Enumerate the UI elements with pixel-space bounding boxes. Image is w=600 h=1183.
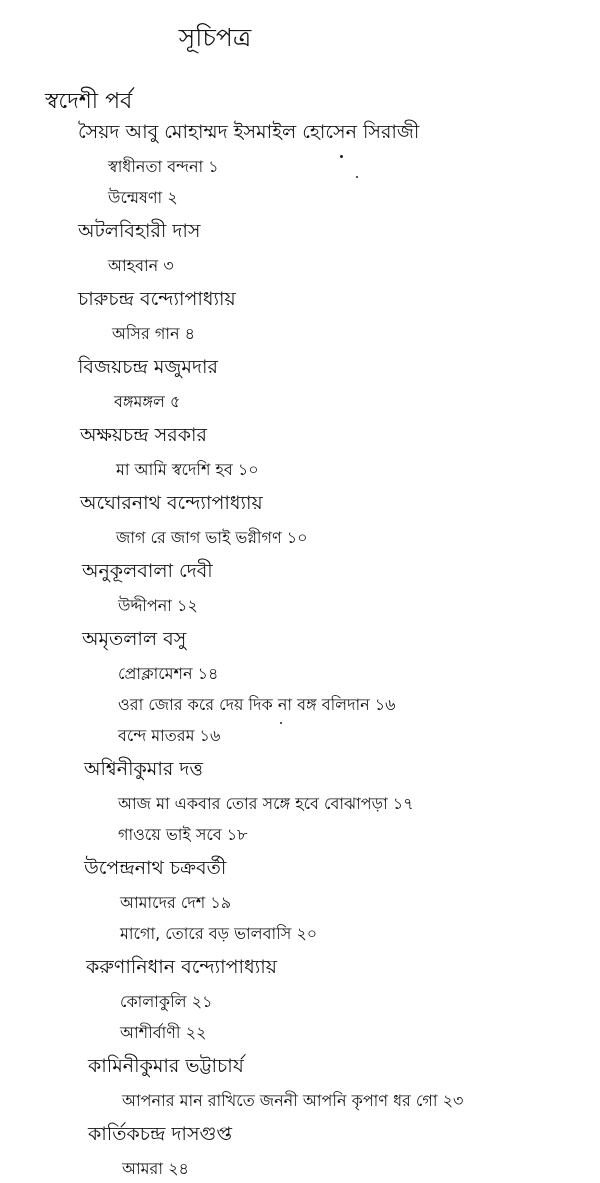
toc-poem: আমাদের দেশ ১৯ [120, 893, 232, 912]
toc-author: অমৃতলাল বসু [82, 628, 187, 650]
toc-poem: মা আমি স্বদেশি হব ১০ [116, 460, 259, 479]
print-speck [340, 155, 343, 158]
toc-author: অক্ষয়চন্দ্র সরকার [80, 424, 207, 446]
toc-poem: স্বাধীনতা বন্দনা ১ [108, 157, 219, 176]
page-title: সূচিপত্র [178, 23, 252, 52]
toc-author: অঘোরনাথ বন্দ্যোপাধ্যায় [80, 492, 263, 514]
toc-poem: আমরা ২৪ [122, 1159, 189, 1178]
toc-poem: উদ্দীপনা ১২ [118, 596, 198, 615]
section-heading: স্বদেশী পর্ব [45, 89, 133, 114]
toc-poem: আশীর্বাণী ২২ [120, 1023, 207, 1042]
toc-poem: কোলাকুলি ২১ [120, 992, 213, 1011]
toc-author: কার্তিকচন্দ্র দাসগুপ্ত [88, 1123, 232, 1145]
print-speck [280, 722, 282, 724]
toc-poem: জাগ রে জাগ ভাই ভগ্নীগণ ১০ [116, 528, 308, 547]
toc-author: অশ্বিনীকুমার দত্ত [84, 758, 203, 780]
toc-poem: গাওয়ে ভাই সবে ১৮ [118, 825, 248, 844]
toc-author: চারুচন্দ্র বন্দ্যোপাধ্যায় [78, 288, 236, 310]
toc-poem: উন্মেষণা ২ [108, 188, 178, 207]
toc-poem: প্রোক্লামেশন ১৪ [118, 664, 219, 683]
toc-author: সৈয়দ আবু মোহাম্মদ ইসমাইল হোসেন সিরাজী [78, 121, 420, 143]
toc-poem: বন্দে মাতরম ১৬ [118, 726, 221, 745]
print-speck [356, 176, 358, 178]
toc-poem: ওরা জোর করে দেয় দিক না বঙ্গ বলিদান ১৬ [118, 695, 396, 714]
toc-author: কামিনীকুমার ভট্টাচার্য [88, 1055, 244, 1077]
toc-poem: আহবান ৩ [108, 256, 174, 275]
toc-author: বিজয়চন্দ্র মজুমদার [78, 356, 218, 378]
toc-poem: মাগো, তোরে বড় ভালবাসি ২০ [120, 924, 318, 943]
toc-author: অটলবিহারী দাস [78, 220, 201, 242]
toc-author: অনুকূলবালা দেবী [82, 560, 213, 582]
toc-author: করুণানিধান বন্দ্যোপাধ্যায় [86, 956, 277, 978]
toc-poem: আপনার মান রাখিতে জননী আপনি কৃপাণ ধর গো ২৩ [122, 1091, 464, 1110]
toc-poem: অসির গান ৪ [112, 324, 196, 343]
toc-poem: আজ মা একবার তোর সঙ্গে হবে বোঝাপড়া ১৭ [118, 794, 414, 813]
toc-author: উপেন্দ্রনাথ চক্রবর্তী [84, 857, 227, 879]
toc-poem: বঙ্গমঙ্গল ৫ [114, 392, 181, 411]
